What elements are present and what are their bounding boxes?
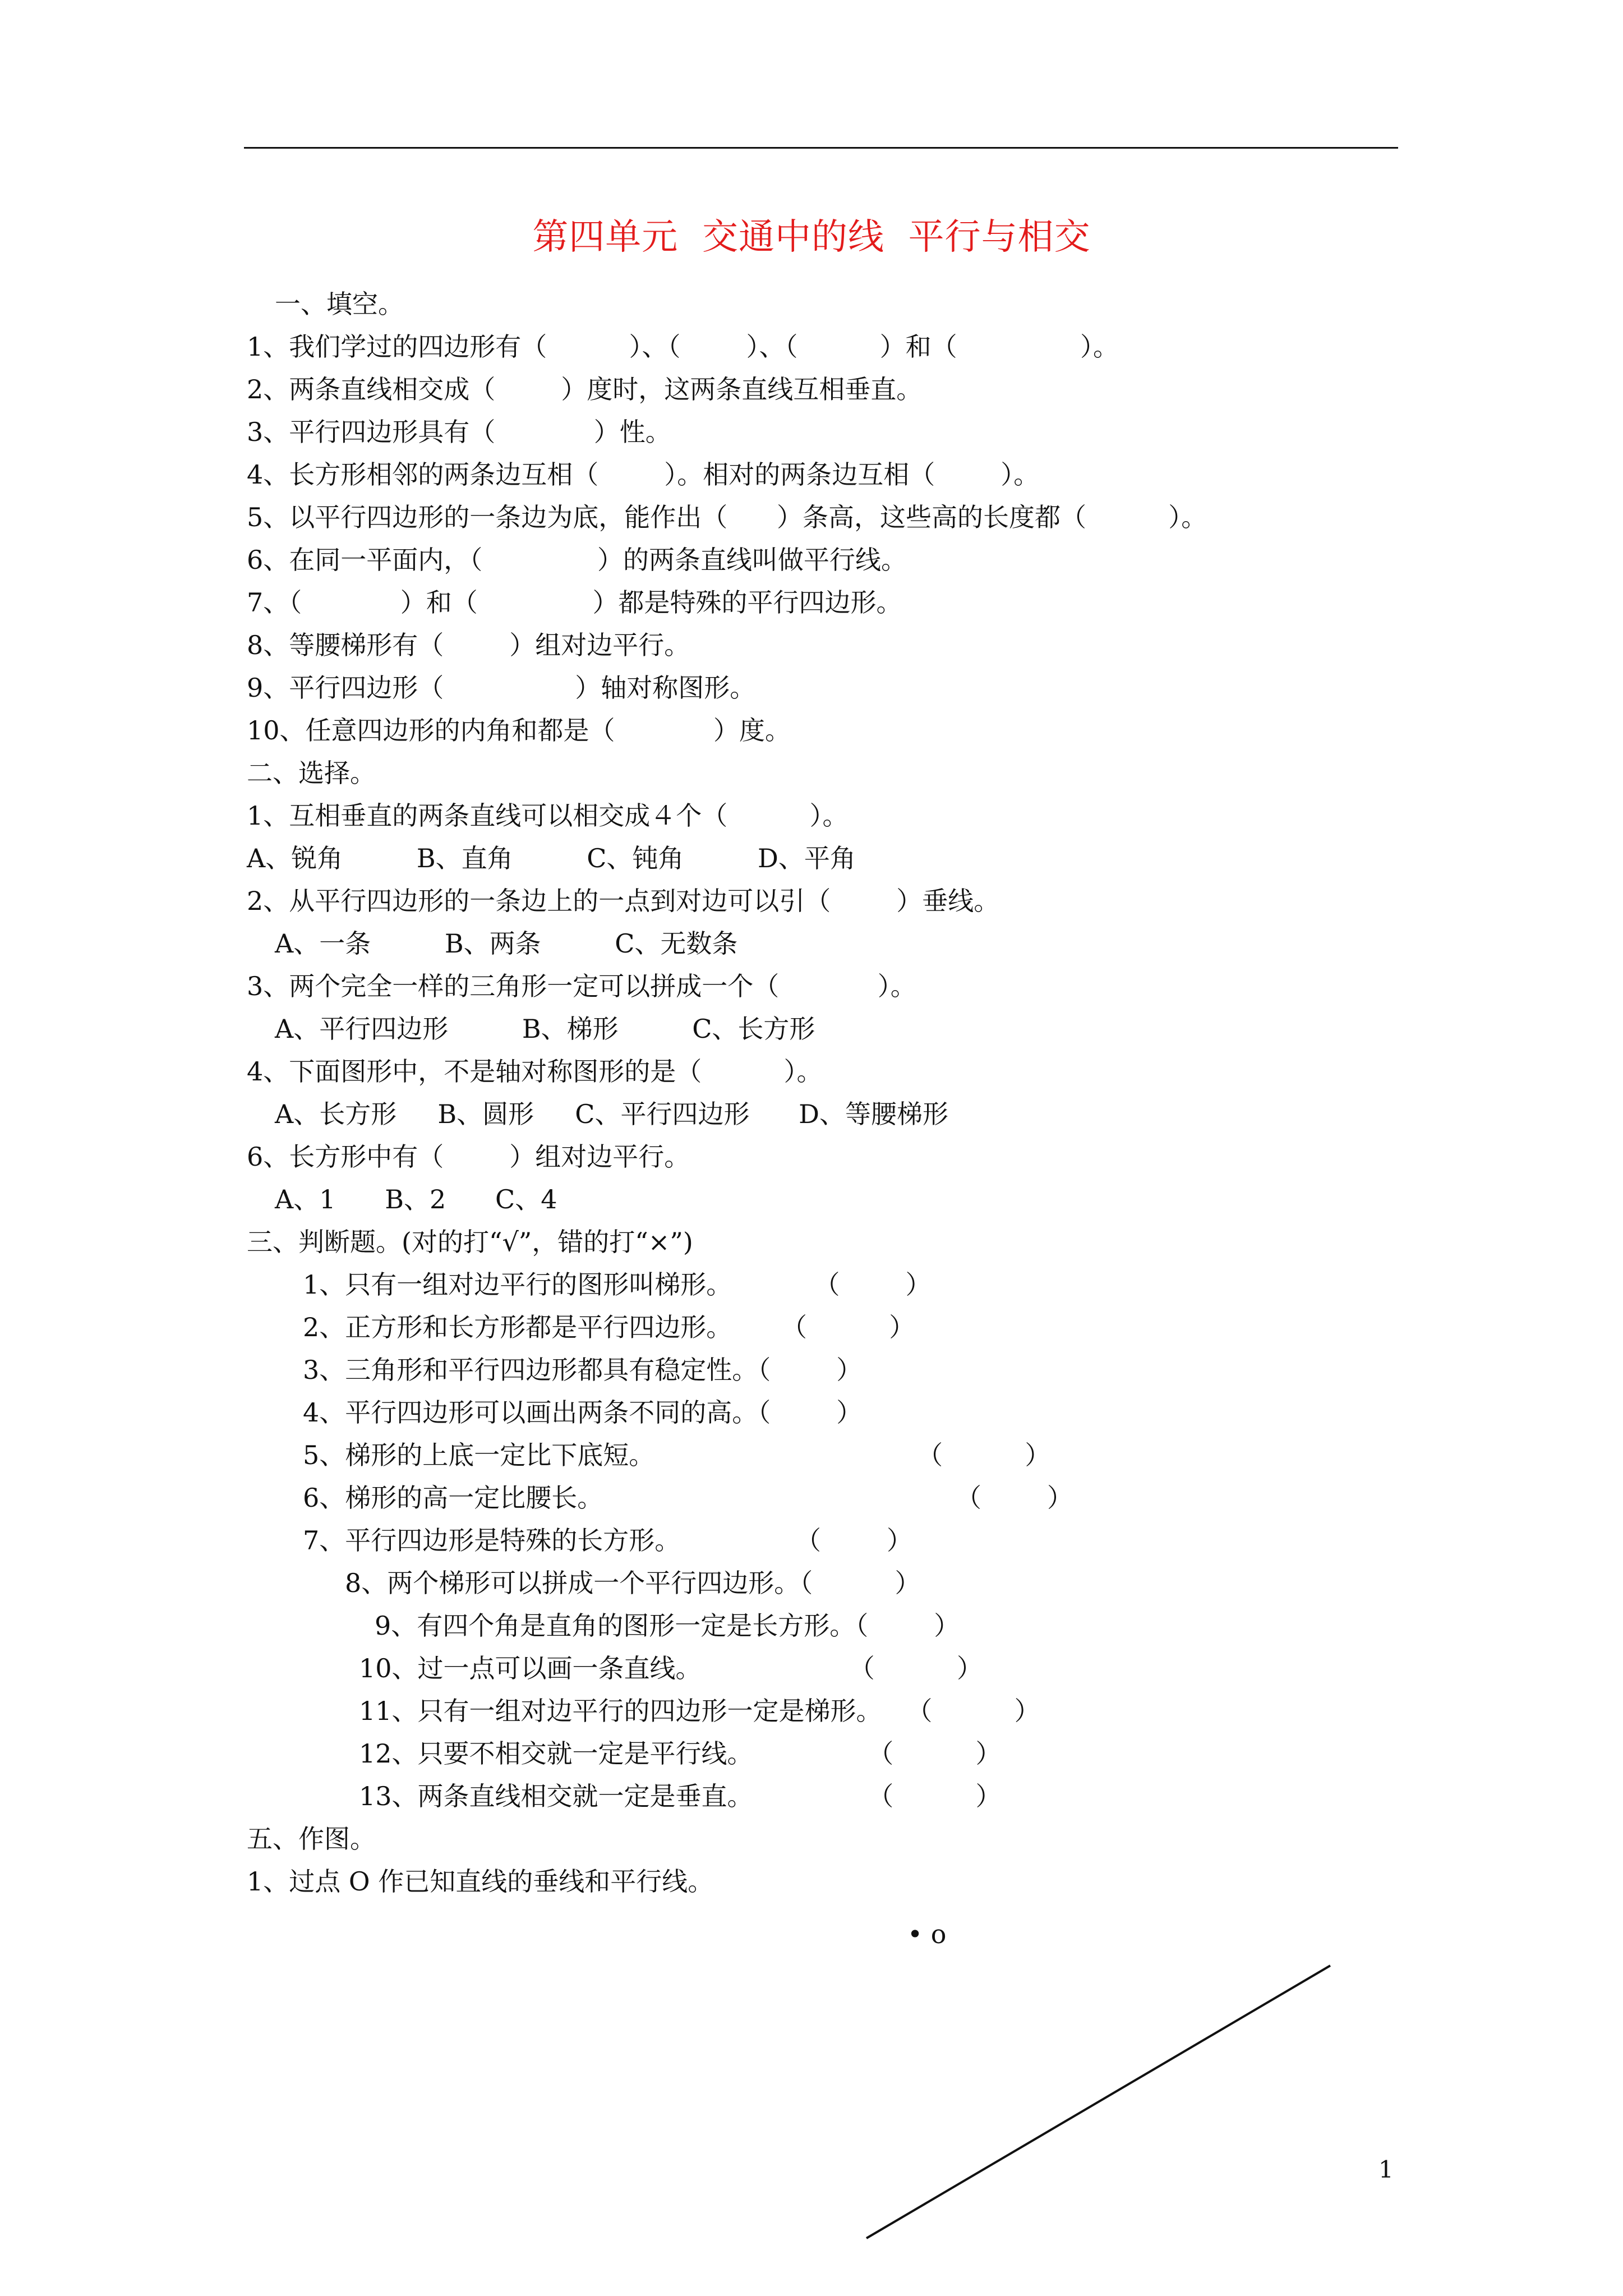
worksheet-line: 5、以平行四边形的一条边为底，能作出（ ）条高，这些高的长度都（ ）。: [247, 502, 1207, 532]
worksheet-line: 13、两条直线相交就一定是垂直。 （ ）: [359, 1781, 1002, 1811]
worksheet-line: 11、只有一组对边平行的四边形一定是梯形。 （ ）: [359, 1696, 1040, 1726]
worksheet-line: 3、两个完全一样的三角形一定可以拼成一个（ ）。: [247, 971, 916, 1001]
worksheet-line: 1、只有一组对边平行的图形叫梯形。 （ ）: [303, 1269, 932, 1300]
worksheet-line: 12、只要不相交就一定是平行线。 （ ）: [359, 1738, 1002, 1769]
worksheet-line: 10、任意四边形的内角和都是（ ）度。: [247, 715, 791, 746]
worksheet-line: A、平行四边形 B、梯形 C、长方形: [275, 1014, 815, 1044]
worksheet-line: 9、有四个角是直角的图形一定是长方形。（ ）: [375, 1611, 960, 1641]
worksheet-line: A、长方形 B、圆形 C、平行四边形 D、等腰梯形: [275, 1099, 949, 1129]
worksheet-line: 五、作图。: [247, 1824, 376, 1854]
worksheet-line: 2、两条直线相交成（ ）度时，这两条直线互相垂直。: [247, 374, 923, 404]
worksheet-line: 10、过一点可以画一条直线。 （ ）: [359, 1653, 983, 1683]
worksheet-line: A、一条 B、两条 C、无数条: [275, 928, 738, 959]
worksheet-line: 8、两个梯形可以拼成一个平行四边形。（ ）: [345, 1568, 921, 1598]
worksheet-line: 9、平行四边形（ ）轴对称图形。: [247, 673, 756, 703]
worksheet-line: 2、从平行四边形的一条边上的一点到对边可以引（ ）垂线。: [247, 886, 1000, 916]
point-o-label: • o: [907, 1919, 947, 1949]
worksheet-line: 三、判断题。(对的打“√”，错的打“×”): [247, 1227, 693, 1257]
worksheet-line: 3、三角形和平行四边形都具有稳定性。（ ）: [303, 1355, 863, 1385]
worksheet-line: 7、（ ）和（ ）都是特殊的平行四边形。: [247, 587, 902, 618]
worksheet-line: 6、在同一平面内，（ ）的两条直线叫做平行线。: [247, 545, 907, 575]
worksheet-line: 7、平行四边形是特殊的长方形。 （ ）: [303, 1525, 912, 1556]
worksheet-line: 4、长方形相邻的两条边互相（ ）。相对的两条边互相（ ）。: [247, 459, 1040, 490]
worksheet-line: A、1 B、2 C、4: [275, 1184, 557, 1214]
worksheet-line: 3、平行四边形具有（ ）性。: [247, 417, 671, 447]
worksheet-line: 二、选择。: [247, 758, 376, 788]
worksheet-line: 1、我们学过的四边形有（ ）、（ ）、（ ）和（ ）。: [247, 332, 1119, 362]
page-title: 第四单元 交通中的线 平行与相交: [532, 217, 1091, 258]
given-line: [866, 1966, 1330, 2238]
worksheet-line: 1、互相垂直的两条直线可以相交成４个（ ）。: [247, 800, 849, 831]
worksheet-line: A、锐角 B、直角 C、钝角 D、平角: [247, 843, 856, 873]
worksheet-line: 6、梯形的高一定比腰长。 （ ）: [303, 1483, 1073, 1513]
worksheet-line: 6、长方形中有（ ）组对边平行。: [247, 1142, 690, 1172]
worksheet-line: 8、等腰梯形有（ ）组对边平行。: [247, 630, 690, 660]
page-number: 1: [1378, 2156, 1394, 2183]
worksheet-line: 一、填空。: [275, 289, 404, 319]
worksheet-line: 4、下面图形中，不是轴对称图形的是（ ）。: [247, 1056, 823, 1087]
worksheet-line: 4、平行四边形可以画出两条不同的高。（ ）: [303, 1397, 863, 1428]
worksheet-line: 1、过点 O 作已知直线的垂线和平行线。: [247, 1866, 714, 1897]
worksheet-line: 2、正方形和长方形都是平行四边形。 （ ）: [303, 1312, 915, 1342]
worksheet-line: 5、梯形的上底一定比下底短。 （ ）: [303, 1440, 1051, 1470]
